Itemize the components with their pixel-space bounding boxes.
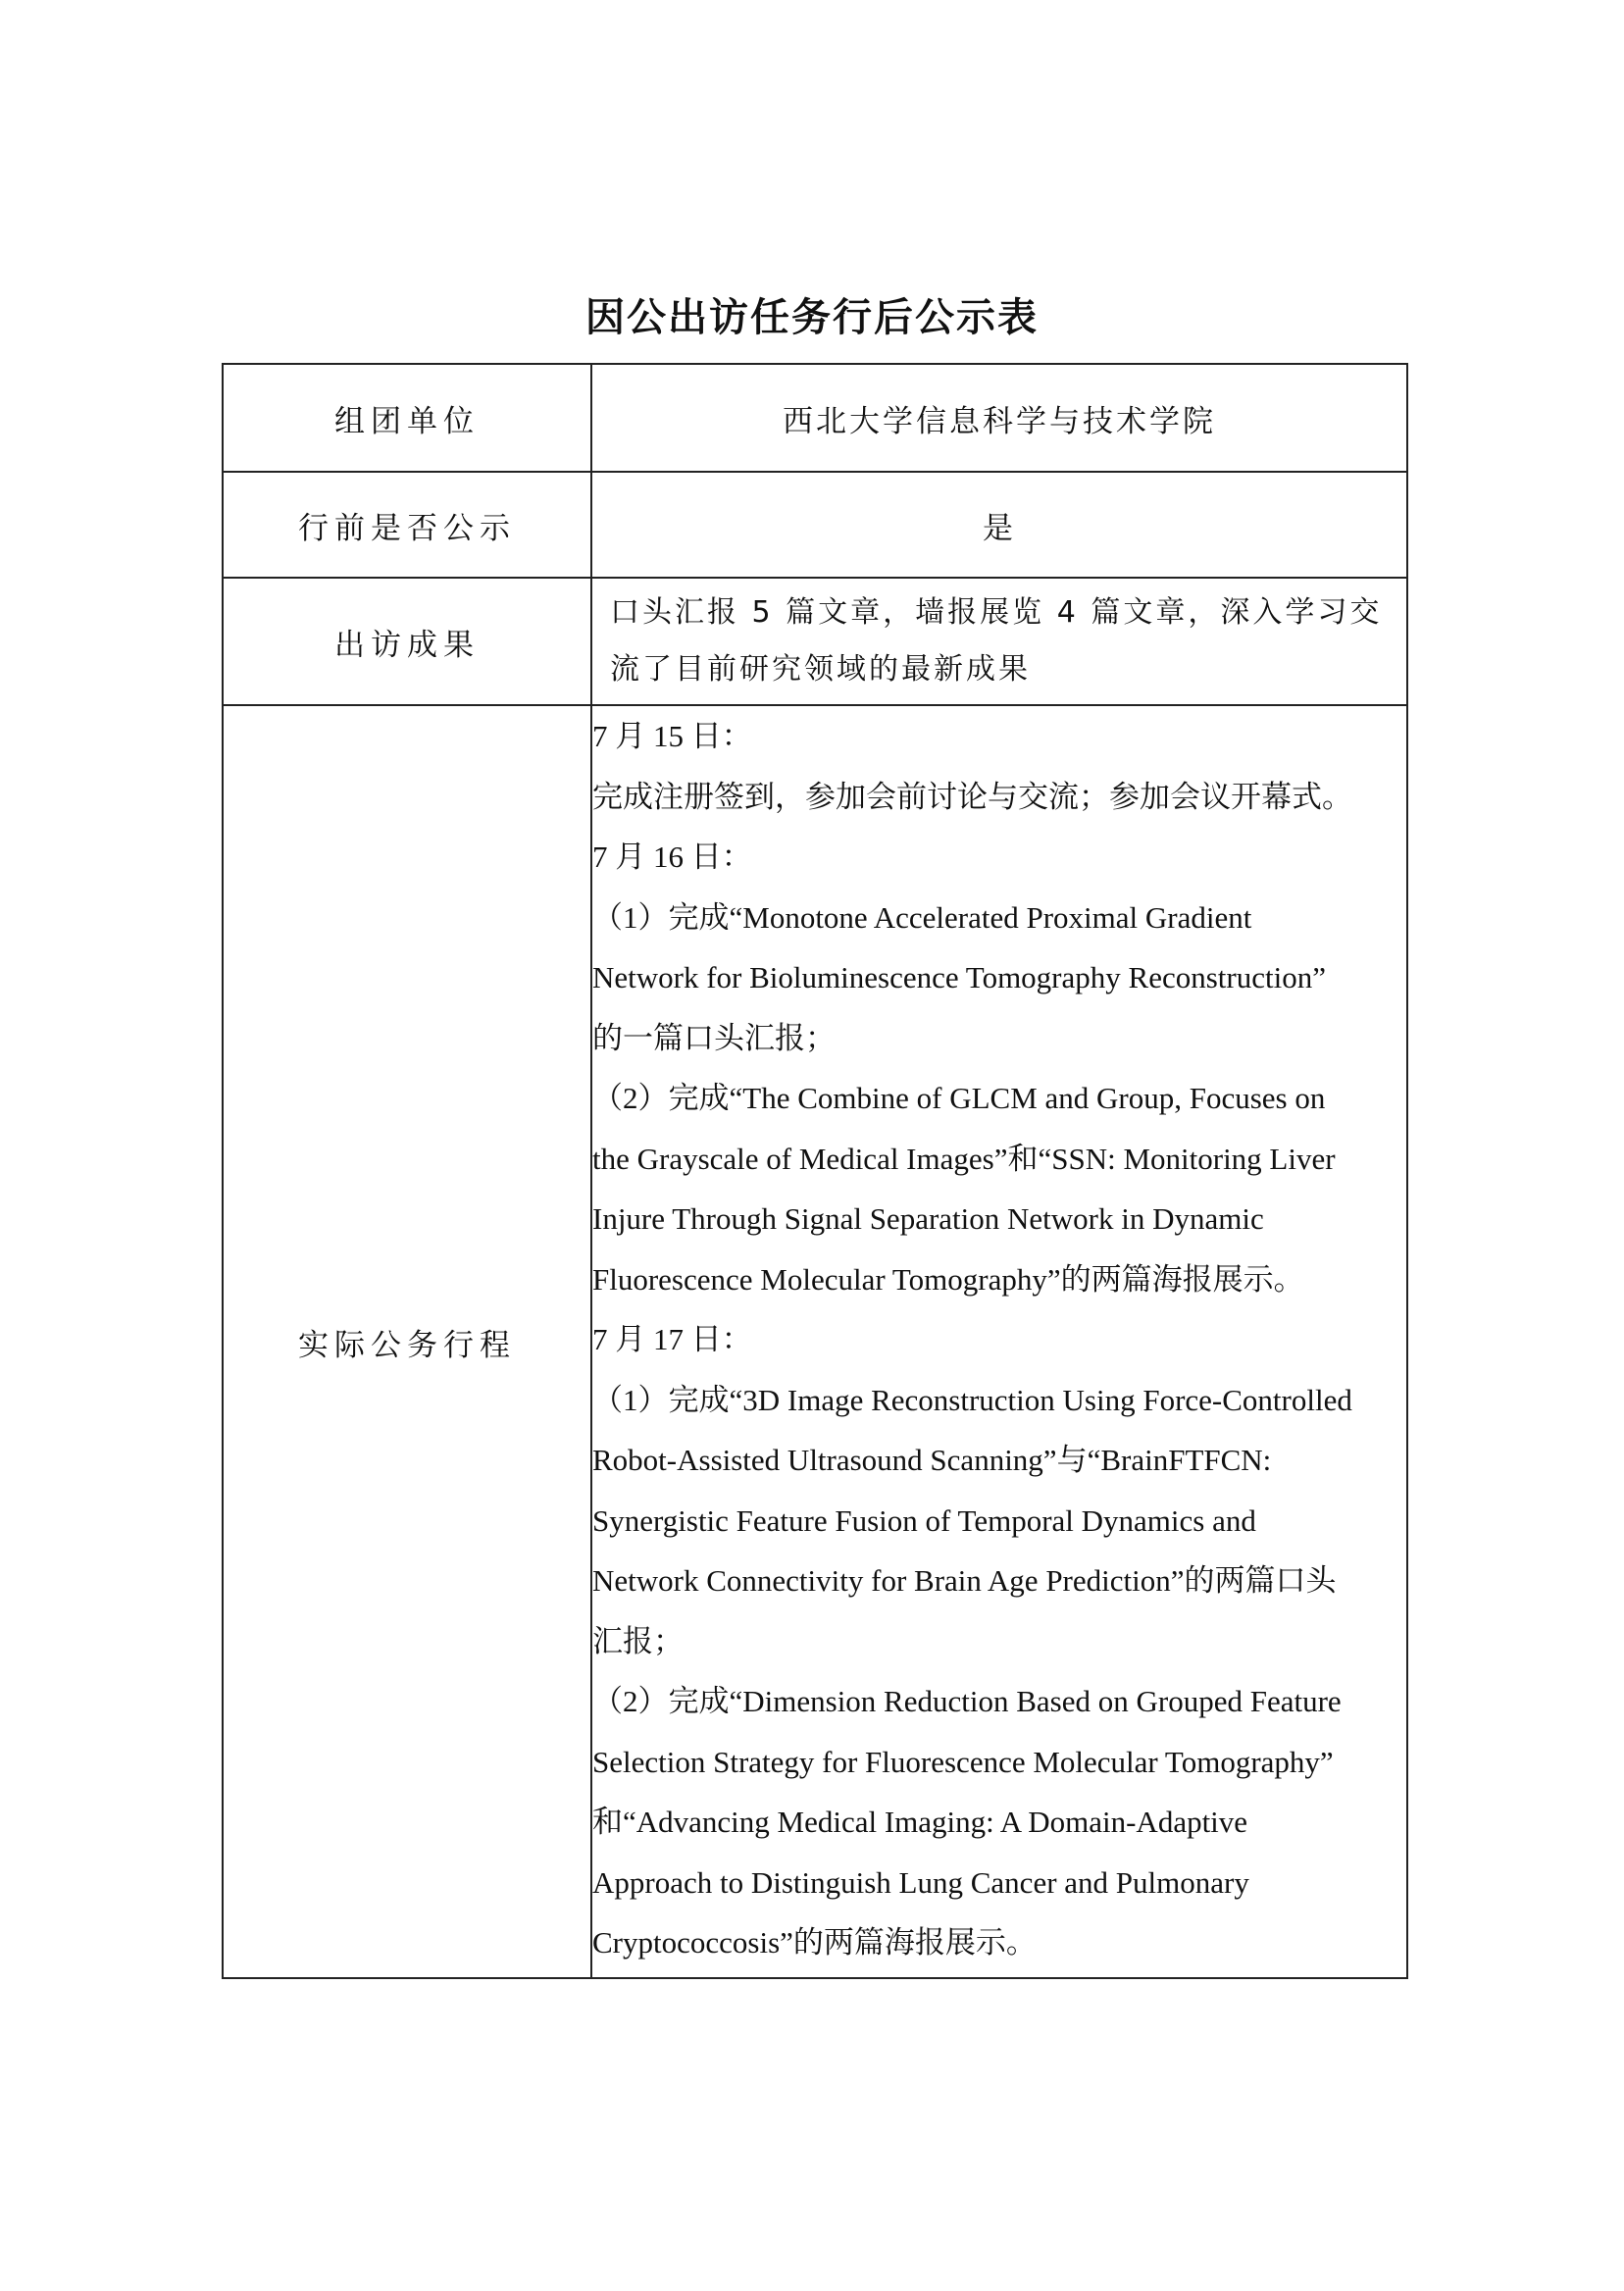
itinerary-line: 7 月 17 日： — [592, 1322, 752, 1356]
itinerary-line: Approach to Distinguish Lung Cancer and Pulmonary — [592, 1864, 1249, 1900]
table-row-results — [223, 578, 1407, 705]
itinerary-line: 完成注册签到，参加会前讨论与交流；参加会议开幕式。 — [592, 779, 1352, 814]
table-row-pre-public — [223, 472, 1407, 578]
itinerary-line: Network Connectivity for Brain Age Prediction”的两篇口头 — [592, 1563, 1337, 1598]
table-row-unit — [223, 364, 1407, 472]
itinerary-line: 汇报； — [592, 1623, 684, 1658]
unit-label: 组团单位 — [223, 364, 591, 472]
results-label: 出访成果 — [223, 578, 591, 705]
itinerary-line: （1）完成“Monotone Accelerated Proximal Gradient — [592, 899, 1252, 935]
results-cell — [591, 578, 1407, 705]
table-row-itinerary — [223, 705, 1407, 1978]
itinerary-line: Robot-Assisted Ultrasound Scanning”与“BrainFTFCN: — [592, 1443, 1272, 1477]
itinerary-line: Network for Bioluminescence Tomography Reconstruction” — [592, 960, 1326, 994]
itinerary-line: 7 月 16 日： — [592, 840, 752, 874]
itinerary-line: the Grayscale of Medical Images”和“SSN: Monitoring Liver — [592, 1141, 1336, 1176]
pre-public-label: 行前是否公示 — [223, 472, 591, 578]
itinerary-cell — [591, 705, 1407, 1978]
pre-public-value: 是 — [591, 472, 1407, 578]
itinerary-line: 7 月 15 日： — [592, 719, 752, 753]
unit-value: 西北大学信息科学与技术学院 — [591, 364, 1407, 472]
itinerary-line: （1）完成“3D Image Reconstruction Using Force-Controlled — [592, 1382, 1352, 1417]
disclosure-table — [222, 363, 1408, 1979]
itinerary-line: Fluorescence Molecular Tomography”的两篇海报展示。 — [592, 1261, 1304, 1297]
itinerary-line: 的一篇口头汇报； — [592, 1020, 836, 1055]
itinerary-label: 实际公务行程 — [223, 705, 591, 1978]
page-title: 因公出访任务行后公示表 — [585, 295, 1039, 340]
itinerary-line: （2）完成“Dimension Reduction Based on Grouped Feature — [592, 1684, 1342, 1718]
itinerary-line: Injure Through Signal Separation Network in Dynamic — [592, 1201, 1264, 1236]
results-value: 口头汇报 5 篇文章，墙报展览 4 篇文章，深入学习交流了目前研究领域的最新成果 — [610, 595, 1383, 687]
itinerary-line: Selection Strategy for Fluorescence Molecular Tomography” — [592, 1744, 1334, 1779]
itinerary-line: 和“Advancing Medical Imaging: A Domain-Adaptive — [592, 1805, 1248, 1839]
itinerary-line: Synergistic Feature Fusion of Temporal Dynamics and — [592, 1502, 1256, 1538]
itinerary-line: Cryptococcosis”的两篇海报展示。 — [592, 1925, 1037, 1960]
itinerary-line: （2）完成“The Combine of GLCM and Group, Focuses on — [592, 1081, 1326, 1115]
